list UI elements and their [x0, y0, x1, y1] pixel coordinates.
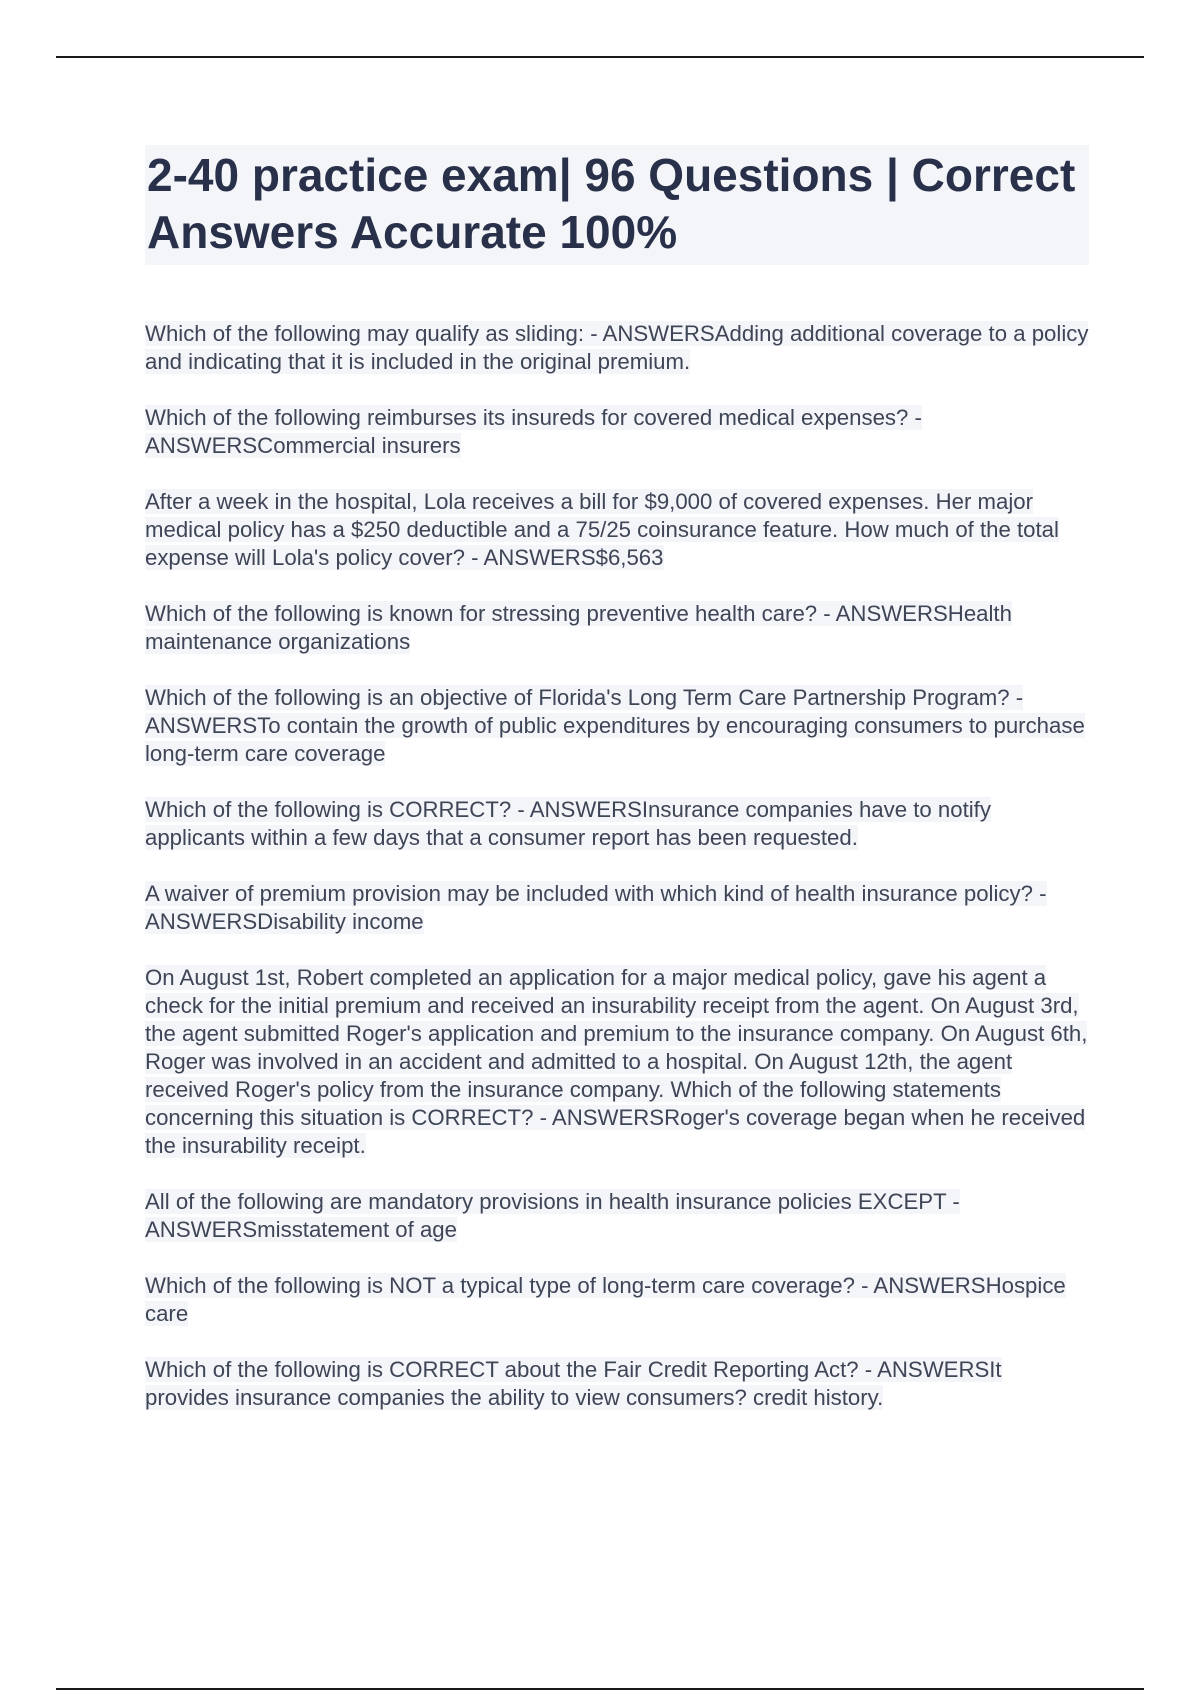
- qa-item-text: On August 1st, Robert completed an application for a major medical policy, gave his agent a check for the initial premium and received an insurability receipt from the agent. On August 3rd, the agent submitted Roger's application and premium to the insurance company. On August 6th, Roger was involved in an accident and admitted to a hospital. On August 12th, the agent received Roger's policy from the insurance company. Which of the following statements concerning this situation is CORRECT? - ANSWERSRoger's coverage began when he received the insurability receipt.: [145, 965, 1088, 1158]
- qa-item-text: A waiver of premium provision may be included with which kind of health insurance policy? - ANSWERSDisability income: [145, 881, 1047, 934]
- qa-item-text: Which of the following is an objective of Florida's Long Term Care Partnership Program? - ANSWERSTo contain the growth of public expenditures by encouraging consumers to purchase long-term care coverage: [145, 685, 1085, 766]
- qa-item-text: Which of the following is NOT a typical type of long-term care coverage? - ANSWERSHospice care: [145, 1273, 1066, 1326]
- qa-item-text: All of the following are mandatory provisions in health insurance policies EXCEPT - ANSWERSmisstatement of age: [145, 1189, 960, 1242]
- bottom-rule: [56, 1688, 1144, 1690]
- qa-item-text: Which of the following reimburses its insureds for covered medical expenses? - ANSWERSCommercial insurers: [145, 405, 922, 458]
- qa-item: [145, 684, 1089, 768]
- qa-item: [145, 880, 1089, 936]
- qa-item: [145, 1356, 1089, 1412]
- qa-item: [145, 600, 1089, 656]
- qa-item-text: Which of the following may qualify as sliding: - ANSWERSAdding additional coverage to a policy and indicating that it is included in the original premium.: [145, 321, 1089, 374]
- qa-list: [145, 320, 1089, 1412]
- qa-item: [145, 1188, 1089, 1244]
- qa-item: [145, 404, 1089, 460]
- qa-item: [145, 320, 1089, 376]
- qa-item-text: Which of the following is CORRECT? - ANSWERSInsurance companies have to notify applicants within a few days that a consumer report has been requested.: [145, 797, 991, 850]
- document-title: 2-40 practice exam| 96 Questions | Correct Answers Accurate 100%: [145, 145, 1089, 265]
- top-rule: [56, 56, 1144, 58]
- document-body: [145, 145, 1089, 1440]
- qa-item: [145, 488, 1089, 572]
- qa-item: [145, 964, 1089, 1160]
- qa-item-text: Which of the following is CORRECT about the Fair Credit Reporting Act? - ANSWERSIt provides insurance companies the ability to view consumers? credit history.: [145, 1357, 1002, 1410]
- qa-item-text: After a week in the hospital, Lola receives a bill for $9,000 of covered expenses. Her major medical policy has a $250 deductible and a 75/25 coinsurance feature. How much of the total expense will Lola's policy cover? - ANSWERS$6,563: [145, 489, 1059, 570]
- qa-item: [145, 1272, 1089, 1328]
- qa-item-text: Which of the following is known for stressing preventive health care? - ANSWERSHealth maintenance organizations: [145, 601, 1012, 654]
- qa-item: [145, 796, 1089, 852]
